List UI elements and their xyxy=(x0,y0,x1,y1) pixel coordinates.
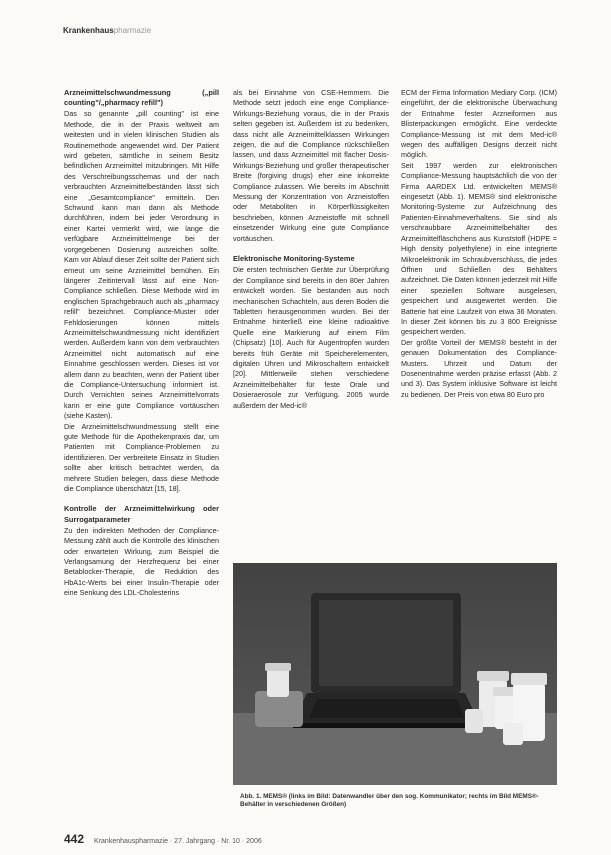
laptop-icon xyxy=(293,593,479,728)
figure-photo-mems xyxy=(233,563,557,785)
paragraph: Die ersten technischen Geräte zur Überprüfung der Compliance sind bereits in den 80er Jahren entwickelt worden. Sie bestanden aus noch mechanischen Schachteln, aus deren Boden die Tabletten herausgenommen wurden. Bei der Entnahme hinterließ eine kleine radioaktive Quelle eine Markierung auf einem Film (Chipsatz) [10]. Auch für Augentropfen wurden bereits früh Geräte mit Speicherelementen, digitalen Uhren und Mikroschaltern entwickelt [20]. Mittlerweile stehen verschiedene Arzneimittelbehälter für feste Orale und Dosieraerosole zur Verfügung. 2005 wurde außerdem der Med-ic® xyxy=(233,265,389,410)
figure-caption: Abb. 1. MEMS® (links im Bild: Datenwandler über den sog. Kommunikator; rechts im Bild MEMS®-Behälter in verschiedenen Größen) xyxy=(240,793,539,809)
column-middle xyxy=(233,88,389,411)
heading-pill-counting: Arzneimittelschwundmessung („pill counting"/„pharmacy refill") xyxy=(64,88,219,108)
heading-arzneimittelwirkung: Kontrolle der Arzneimittelwirkung oder Surrogatparameter xyxy=(64,504,219,524)
paragraph: Zu den indirekten Methoden der Compliance-Messung zählt auch die Kontrolle des klinischen oder erwarteten Wirkung, zum Beispiel die Verlangsamung der Herzfrequenz bei einer Betablocker-Therapie, die Reduktion des HbA1c-Werts bei einer Insulin-Therapie oder eine Senkung des LDL-Cholesterins xyxy=(64,525,219,598)
paragraph: Der größte Vorteil der MEMS® besteht in der genauen Dokumentation des Compliance-Musters. Uhrzeit und Datum der Dosenentnahme werden präzise erfasst (Abb. 2 und 3). Das System inklusive Software ist leicht zu bedienen. Der Preis von etwa 80 Euro pro xyxy=(401,337,557,399)
communicator-device-icon xyxy=(255,663,303,727)
journal-info: Krankenhauspharmazie · 27. Jahrgang · Nr. 10 · 2006 xyxy=(94,838,262,845)
paragraph: ECM der Firma Information Mediary Corp. (ICM) eingeführt, der die elektronische Überwachung der Entnahme fester Arzneiformen aus Blisterpackungen ermöglicht. Eine verdeckte Compliance-Messung ist mit dem Med-ic® wegen des auffälligen Designs derzeit nicht möglich. xyxy=(401,88,557,160)
photo-illustration xyxy=(233,563,557,785)
paragraph: als bei Einnahme von CSE-Hemmern. Die Methode setzt jedoch eine enge Compliance-Wirkungs-Beziehung voraus, die in der Praxis selten gegeben ist. Außerdem ist zu bedenken, dass nicht alle Arzneimittelklassen Wirkungen zeigen, die auf die Compliance rückschließen lassen, und dass Arzneimittel mit flacher Dosis-Wirkungs-Beziehung und großer therapeutischer Breite (forgiving drugs) eher eine inkorrekte Compliance zulassen. Wie bereits im Abschnitt Messung der Konzentration von Arzneistoffen oder Metaboliten in Körperflüssigkeiten beschrieben, können Arzneistoffe mit schnell einsetzender Wirkung eine gute Compliance vortäuschen. xyxy=(233,88,389,243)
header-section: pharmazie xyxy=(113,26,152,35)
paragraph: Seit 1997 werden zur elektronischen Compliance-Messung hauptsächlich die von der Firma AARDEX Ltd. entwickelten MEMS® eingesetzt (Abb. 1). MEMS® sind elektronische Monitoring-Systeme zur Aufzeichnung des Patienten-Einnahmeverhaltens. Sie sind als verschraubbare Arzneimittelbehälter des Arzneimittelfläschchens aus Kunststoff (HDPE = High density polyethylene) in eine integrierte Mikroelektronik im Schraubverschluss, die jedes Öffnen und Schließen des Behälters aufzeichnet. Die Daten können jederzeit mit Hilfe einer speziellen Software ausgelesen, gespeichert und ausgewertet werden. Die Batterie hat eine Laufzeit von etwa 36 Monaten. In dieser Zeit können bis zu 3 800 Ereignisse gespeichert werden. xyxy=(401,160,557,337)
column-left xyxy=(64,88,219,599)
page-number: 442 xyxy=(64,832,85,846)
column-right xyxy=(401,88,557,400)
paragraph: Die Arzneimittelschwundmessung stellt eine gute Methode für die Apothekenpraxis dar, um Patienten mit Compliance-Problemen zu identifizieren. Der verbreitete Einsatz in Studien sollte aber kritisch betrachtet werden, da mehrere Studien belegen, dass diese Methode die Compliance überschätzt [15, 18]. xyxy=(64,421,219,494)
page-footer xyxy=(64,832,262,846)
running-header xyxy=(63,26,151,35)
heading-elektronische-monitoring: Elektronische Monitoring-Systeme xyxy=(233,254,355,264)
header-brand: Krankenhaus xyxy=(63,26,114,35)
paragraph: Das so genannte „pill counting" ist eine Methode, die in der Praxis weltweit am weitesten und in vielen klinischen Studien als Routinemethode angewendet wird. Der Patient wird gebeten, sämtliche in seinem Besitz befindlichen Arzneimittel mitzubringen. Mit Hilfe des Verschreibungsschemas und der nach verbrauchten Arzneimittelbeständen lässt sich eine „Gesamtcompliance" ermitteln. Den Schwund kann man dann als Methode durchführen, indem bei jeder Verordnung in einer Kartei vermerkt wird, wie lange die verfügbare Arzneimittelmenge bei der vorgegebenen Dosierung ausreichen sollte. Kam vor Ablauf dieser Zeit sollte der Patient sich erneut um seine Arzneimittel bemühen. Ein längerer Zeitintervall lässt auf eine Non-Compliance schließen. Diese Methode wird im englischen Sprachgebrauch auch als „pharmacy refill" bezeichnet. Compliance-Muster oder Fehldosierungen können mittels Arzneimittelschwundmessung nicht identifiziert werden. Außerdem kann von dem verbrauchten Arzneimittel nicht automatisch auf eine Einnahme geschlossen werden. Dieses ist vor allem dann zu beachten, wenn der Patient über die Compliance-Untersuchung informiert ist. Durch Vernichten seines Arzneimittelvorrats kann er eine gute Compliance vortäuschen (siehe Kasten). xyxy=(64,109,219,421)
